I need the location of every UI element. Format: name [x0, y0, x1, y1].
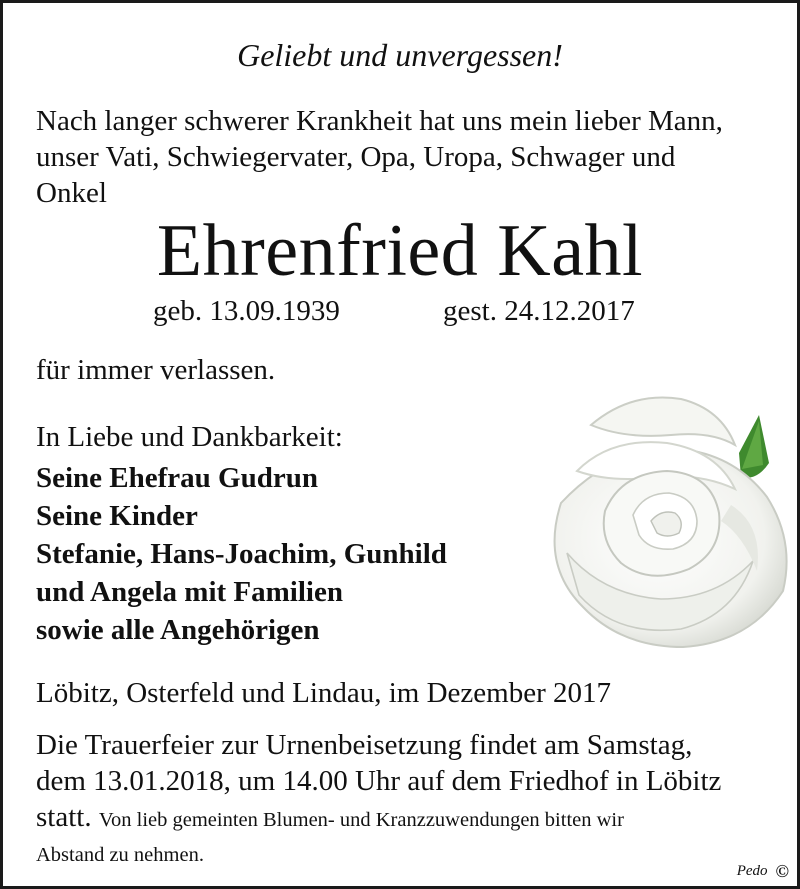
gratitude-text: In Liebe und Dankbarkeit: [36, 421, 343, 453]
signature: Pedo [736, 863, 768, 879]
place-and-date: Löbitz, Osterfeld und Lindau, im Dezember 2017 [36, 677, 612, 709]
white-rose-icon [521, 385, 795, 659]
birth-date: geb. 13.09.1939 [153, 295, 340, 327]
intro-line-2: unser Vati, Schwiegervater, Opa, Uropa, Schwager und [36, 141, 676, 173]
ceremony-statt: statt. [36, 801, 92, 833]
mourner-line-2: Seine Kinder [36, 500, 198, 532]
death-date: gest. 24.12.2017 [443, 295, 635, 327]
motto: Geliebt und unvergessen! [237, 37, 563, 73]
ceremony-line-4: Abstand zu nehmen. [36, 844, 204, 866]
copyright-mark: © [775, 861, 789, 881]
mourner-line-4: und Angela mit Familien [36, 576, 343, 608]
intro-line-1: Nach langer schwerer Krankheit hat uns mein lieber Mann, [36, 105, 723, 137]
ceremony-line-2: dem 13.01.2018, um 14.00 Uhr auf dem Friedhof in Löbitz [36, 765, 722, 797]
ceremony-line-3 [36, 801, 624, 834]
ceremony-line-1: Die Trauerfeier zur Urnenbeisetzung findet am Samstag, [36, 729, 693, 761]
mourner-line-1: Seine Ehefrau Gudrun [36, 462, 318, 494]
left-us-text: für immer verlassen. [36, 354, 276, 386]
mourner-line-5: sowie alle Angehörigen [36, 614, 320, 646]
ceremony-flowers-text: Von lieb gemeinten Blumen- und Kranzzuwendungen bitten wir [98, 809, 624, 831]
deceased-name: Ehrenfried Kahl [156, 210, 644, 292]
intro-line-3: Onkel [36, 177, 107, 209]
footer [737, 861, 789, 882]
mourner-line-3: Stefanie, Hans-Joachim, Gunhild [36, 538, 447, 570]
